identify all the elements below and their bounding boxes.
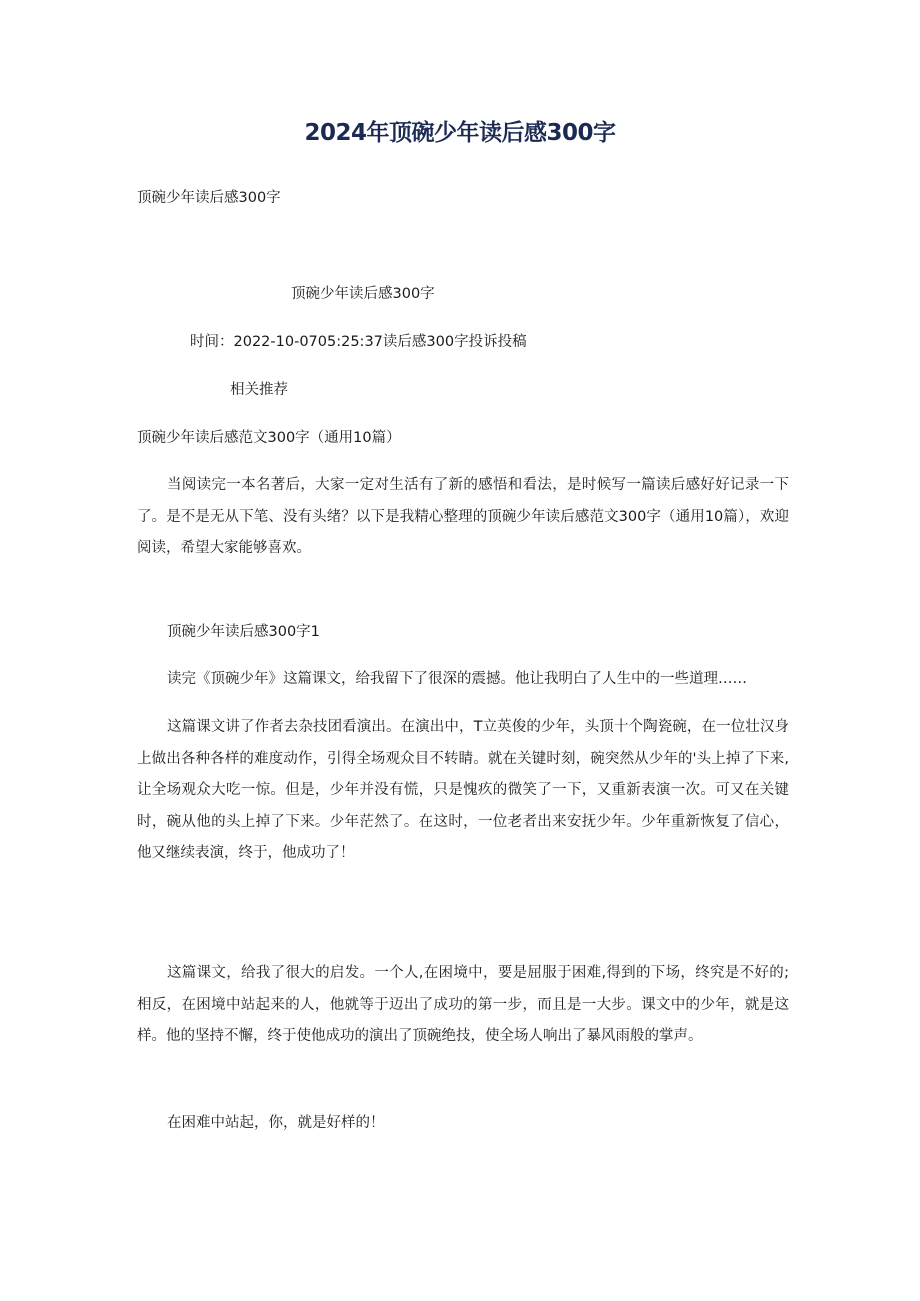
inner-title: 顶碗少年读后感300字 bbox=[291, 286, 435, 302]
paragraph-3: 这篇课文，给我了很大的启发。一个人,在困境中，要是屈服于困难,得到的下场，终究是不好的;相反，在困境中站起来的人，他就等于迈出了成功的第一步，而且是一大步。课文中的少年，就是这样。他的坚持不懈，终于使他成功的演出了顶碗绝技，使全场人响出了暴风雨般的掌声。 bbox=[137, 965, 789, 1044]
paragraph-1: 读完《顶碗少年》这篇课文，给我留下了很深的震撼。他让我明白了人生中的一些道理…… bbox=[167, 671, 747, 687]
document-title: 2024年顶碗少年读后感300字 bbox=[304, 120, 616, 146]
meta-line: 时间：2022-10-0705:25:37读后感300字投诉投稿 bbox=[190, 334, 527, 350]
essay-title: 顶碗少年读后感300字1 bbox=[167, 624, 320, 640]
subtitle: 顶碗少年读后感300字 bbox=[137, 190, 281, 206]
intro-paragraph: 当阅读完一本名著后，大家一定对生活有了新的感悟和看法，是时候写一篇读后感好好记录一下了。是不是无从下笔、没有头绪？以下是我精心整理的顶碗少年读后感范文300字（通用10篇），欢迎阅读，希望大家能够喜欢。 bbox=[137, 477, 789, 556]
paragraph-2: 这篇课文讲了作者去杂技团看演出。在演出中，T立英俊的少年，头顶十个陶瓷碗，在一位壮汉身上做出各种各样的难度动作，引得全场观众目不转睛。就在关键时刻，碗突然从少年的'头上掉了下来,让全场观众大吃一惊。但是，少年并没有慌，只是愧疚的微笑了一下，又重新表演一次。可又在关键时，碗从他的头上掉了下来。少年茫然了。在这时，一位老者出来安抚少年。少年重新恢复了信心，他又继续表演，终于，他成功了！ bbox=[137, 719, 789, 861]
paragraph-4: 在困难中站起，你，就是好样的！ bbox=[167, 1115, 385, 1131]
related-label: 相关推荐 bbox=[230, 382, 288, 398]
section-heading: 顶碗少年读后感范文300字（通用10篇） bbox=[137, 430, 401, 446]
